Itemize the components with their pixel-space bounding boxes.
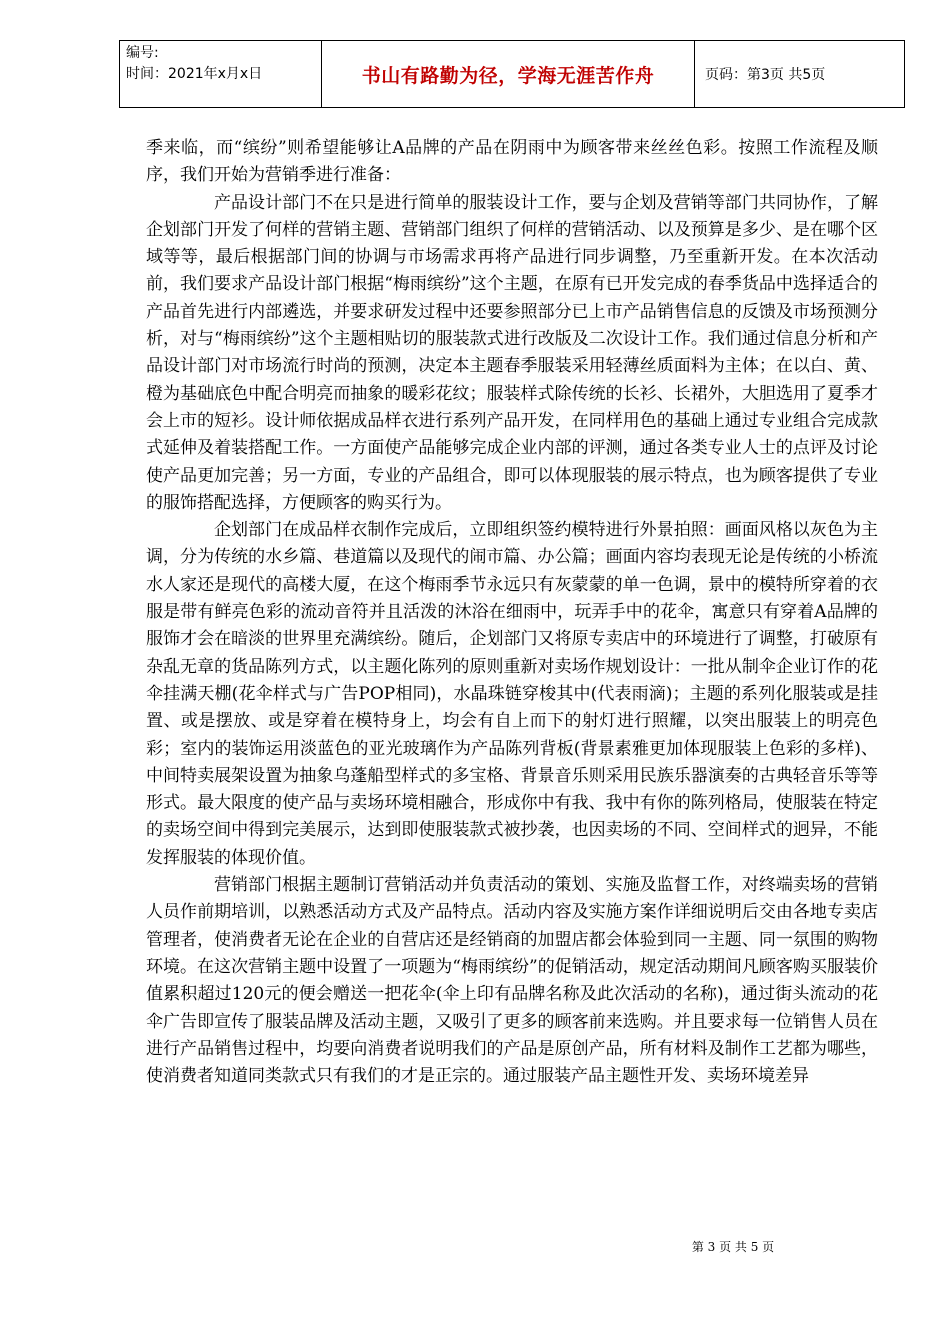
body-paragraph-3: 企划部门在成品样衣制作完成后，立即组织签约模特进行外景拍照：画面风格以灰色为主调，分为传统的水乡篇、巷道篇以及现代的闹市篇、办公篇；画面内容均表现无论是传统的小桥流水人家还是现代的高楼大厦，在这个梅雨季节永远只有灰蒙蒙的单一色调，景中的模特所穿着的衣服是带有鲜亮色彩的流动音符并且活泼的沐浴在细雨中，玩弄手中的花伞，寓意只有穿着A品牌的服饰才会在暗淡的世界里充满缤纷。随后，企划部门又将原专卖店中的环境进行了调整，打破原有杂乱无章的货品陈列方式，以主题化陈列的原则重新对卖场作规划设计：一批从制伞企业订作的花伞挂满天棚(花伞样式与广告POP相同)，水晶珠链穿梭其中(代表雨滴)；主题的系列化服装或是挂置、或是摆放、或是穿着在模特身上，均会有自上而下的射灯进行照耀，以突出服装上的明亮色彩；室内的装饰运用淡蓝色的亚光玻璃作为产品陈列背板(背景素雅更加体现服装上色彩的多样)、中间特卖展架设置为抽象乌蓬船型样式的多宝格、背景音乐则采用民族乐器演奏的古典轻音乐等等形式。最大限度的使产品与卖场环境相融合，形成你中有我、我中有你的陈列格局，使服装在特定的卖场空间中得到完美展示，达到即使服装款式被抄袭，也因卖场的不同、空间样式的迥异，不能发挥服装的体现价值。	[146, 520, 878, 868]
header-page-label: 页码：第3页 共5页	[695, 41, 905, 108]
header-motto: 书山有路勤为径，学海无涯苦作舟	[322, 41, 695, 108]
body-paragraph-4: 营销部门根据主题制订营销活动并负责活动的策划、实施及监督工作，对终端卖场的营销人员作前期培训，以熟悉活动方式及产品特点。活动内容及实施方案作详细说明后交由各地专卖店管理者，使消费者无论在企业的自营店还是经销商的加盟店都会体验到同一主题、同一氛围的购物环境。在这次营销主题中设置了一项题为“梅雨缤纷”的促销活动，规定活动期间凡顾客购买服装价值累积超过120元的便会赠送一把花伞(伞上印有品牌名称及此次活动的名称)，通过街头流动的花伞广告即宣传了服装品牌及活动主题，又吸引了更多的顾客前来选购。并且要求每一位销售人员在进行产品销售过程中，均要向消费者说明我们的产品是原创产品，所有材料及制作工艺都为哪些，使消费者知道同类款式只有我们的才是正宗的。通过服装产品主题性开发、卖场环境差异	[146, 875, 878, 1087]
document-number-label: 编号:	[126, 45, 159, 61]
body-paragraph-2: 产品设计部门不在只是进行简单的服装设计工作，要与企划及营销等部门共同协作，了解企划部门开发了何样的营销主题、营销部门组织了何样的营销活动、以及预算是多少、是在哪个区域等等，最后根据部门间的协调与市场需求再将产品进行同步调整，乃至重新开发。在本次活动前，我们要求产品设计部门根据“梅雨缤纷”这个主题，在原有已开发完成的春季货品中选择适合的产品首先进行内部遴选，并要求研发过程中还要参照部分已上市产品销售信息的反馈及市场预测分析，对与“梅雨缤纷”这个主题相贴切的服装款式进行改版及二次设计工作。我们通过信息分析和产品设计部门对市场流行时尚的预测，决定本主题春季服装采用轻薄丝质面料为主体；在以白、黄、橙为基础底色中配合明亮而抽象的暖彩花纹；服装样式除传统的长衫、长裙外，大胆选用了夏季才会上市的短衫。设计师依据成品样衣进行系列产品开发，在同样用色的基础上通过专业组合完成款式延伸及着装搭配工作。一方面使产品能够完成企业内部的评测，通过各类专业人士的点评及讨论使产品更加完善；另一方面，专业的产品组合，即可以体现服装的展示特点，也为顾客提供了专业的服饰搭配选择，方便顾客的购买行为。	[146, 192, 878, 513]
header-meta-cell	[120, 41, 322, 108]
body-paragraph-1: 季来临，而“缤纷”则希望能够让A品牌的产品在阴雨中为顾客带来丝丝色彩。按照工作流程及顺序，我们开始为营销季进行准备：	[146, 138, 878, 186]
document-body	[146, 135, 878, 1090]
header-table	[119, 40, 905, 108]
page-footer	[258, 1238, 950, 1255]
document-time-label: 时间：2021年x月x日	[126, 66, 263, 82]
footer-page-number: 第 3 页 共 5 页	[691, 1240, 775, 1254]
